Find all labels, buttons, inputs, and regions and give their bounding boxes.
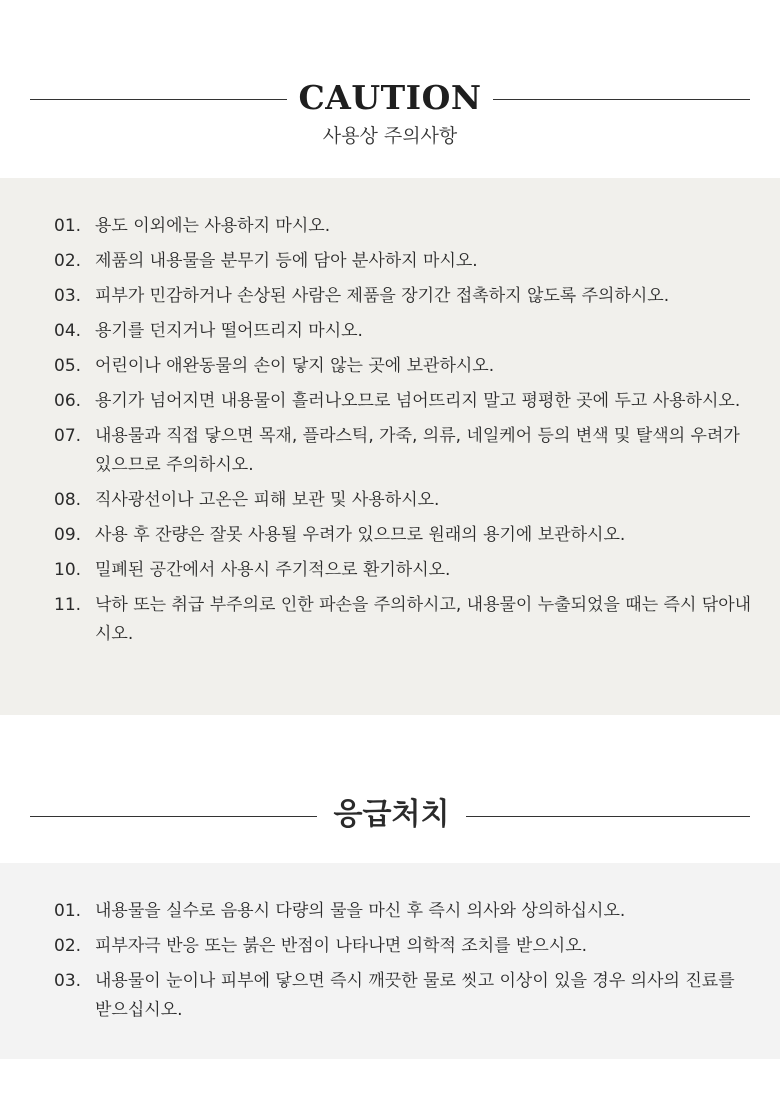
item-text: 내용물과 직접 닿으면 목재, 플라스틱, 가죽, 의류, 네일케어 등의 변색 및 탈색의 우려가 있으므로 주의하시오. bbox=[95, 426, 740, 475]
caution-list bbox=[54, 209, 754, 652]
item-number: 06. bbox=[54, 391, 82, 411]
list-item bbox=[54, 384, 754, 419]
item-number: 03. bbox=[54, 286, 82, 306]
list-item bbox=[54, 244, 754, 279]
list-item bbox=[54, 419, 754, 483]
item-text: 제품의 내용물을 분무기 등에 담아 분사하지 마시오. bbox=[95, 251, 478, 271]
item-number: 03. bbox=[54, 971, 82, 991]
emergency-title: 응급처치 bbox=[333, 797, 450, 832]
item-text: 내용물이 눈이나 피부에 닿으면 즉시 깨끗한 물로 씻고 이상이 있을 경우 의사의 진료를 받으십시오. bbox=[95, 971, 735, 1020]
list-item bbox=[54, 349, 754, 384]
item-number: 11. bbox=[54, 595, 82, 615]
list-item bbox=[54, 314, 754, 349]
caution-header bbox=[0, 0, 780, 178]
divider-line bbox=[30, 816, 317, 817]
divider-line bbox=[30, 99, 287, 100]
list-item bbox=[54, 483, 754, 518]
item-text: 피부가 민감하거나 손상된 사람은 제품을 장기간 접촉하지 않도록 주의하시오. bbox=[95, 286, 670, 306]
list-item bbox=[54, 553, 754, 588]
item-number: 09. bbox=[54, 525, 82, 545]
item-text: 피부자극 반응 또는 붉은 반점이 나타나면 의학적 조치를 받으시오. bbox=[95, 936, 588, 956]
item-number: 02. bbox=[54, 936, 82, 956]
item-text: 용도 이외에는 사용하지 마시오. bbox=[95, 216, 331, 236]
item-number: 10. bbox=[54, 560, 82, 580]
divider-line bbox=[493, 99, 750, 100]
item-number: 07. bbox=[54, 426, 82, 446]
list-item bbox=[54, 209, 754, 244]
item-text: 밀폐된 공간에서 사용시 주기적으로 환기하시오. bbox=[95, 560, 451, 580]
divider-line bbox=[466, 816, 750, 817]
emergency-list bbox=[54, 894, 754, 1028]
list-item bbox=[54, 518, 754, 553]
item-number: 08. bbox=[54, 490, 82, 510]
emergency-header bbox=[0, 790, 780, 840]
item-number: 04. bbox=[54, 321, 82, 341]
list-item bbox=[54, 929, 754, 964]
item-number: 02. bbox=[54, 251, 82, 271]
item-number: 05. bbox=[54, 356, 82, 376]
item-number: 01. bbox=[54, 216, 82, 236]
item-number: 01. bbox=[54, 901, 82, 921]
item-text: 사용 후 잔량은 잘못 사용될 우려가 있으므로 원래의 용기에 보관하시오. bbox=[95, 525, 626, 545]
item-text: 어린이나 애완동물의 손이 닿지 않는 곳에 보관하시오. bbox=[95, 356, 495, 376]
item-text: 직사광선이나 고온은 피해 보관 및 사용하시오. bbox=[95, 490, 440, 510]
list-item bbox=[54, 894, 754, 929]
item-text: 내용물을 실수로 음용시 다량의 물을 마신 후 즉시 의사와 상의하십시오. bbox=[95, 901, 626, 921]
item-text: 용기를 던지거나 떨어뜨리지 마시오. bbox=[95, 321, 363, 341]
item-text: 낙하 또는 취급 부주의로 인한 파손을 주의하시고, 내용물이 누출되었을 때는 즉시 닦아내시오. bbox=[95, 595, 752, 644]
item-text: 용기가 넘어지면 내용물이 흘러나오므로 넘어뜨리지 말고 평평한 곳에 두고 사용하시오. bbox=[95, 391, 741, 411]
caution-title: CAUTION bbox=[298, 78, 482, 117]
list-item bbox=[54, 279, 754, 314]
list-item bbox=[54, 964, 754, 1028]
caution-subtitle: 사용상 주의사항 bbox=[322, 125, 458, 147]
list-item bbox=[54, 588, 754, 652]
